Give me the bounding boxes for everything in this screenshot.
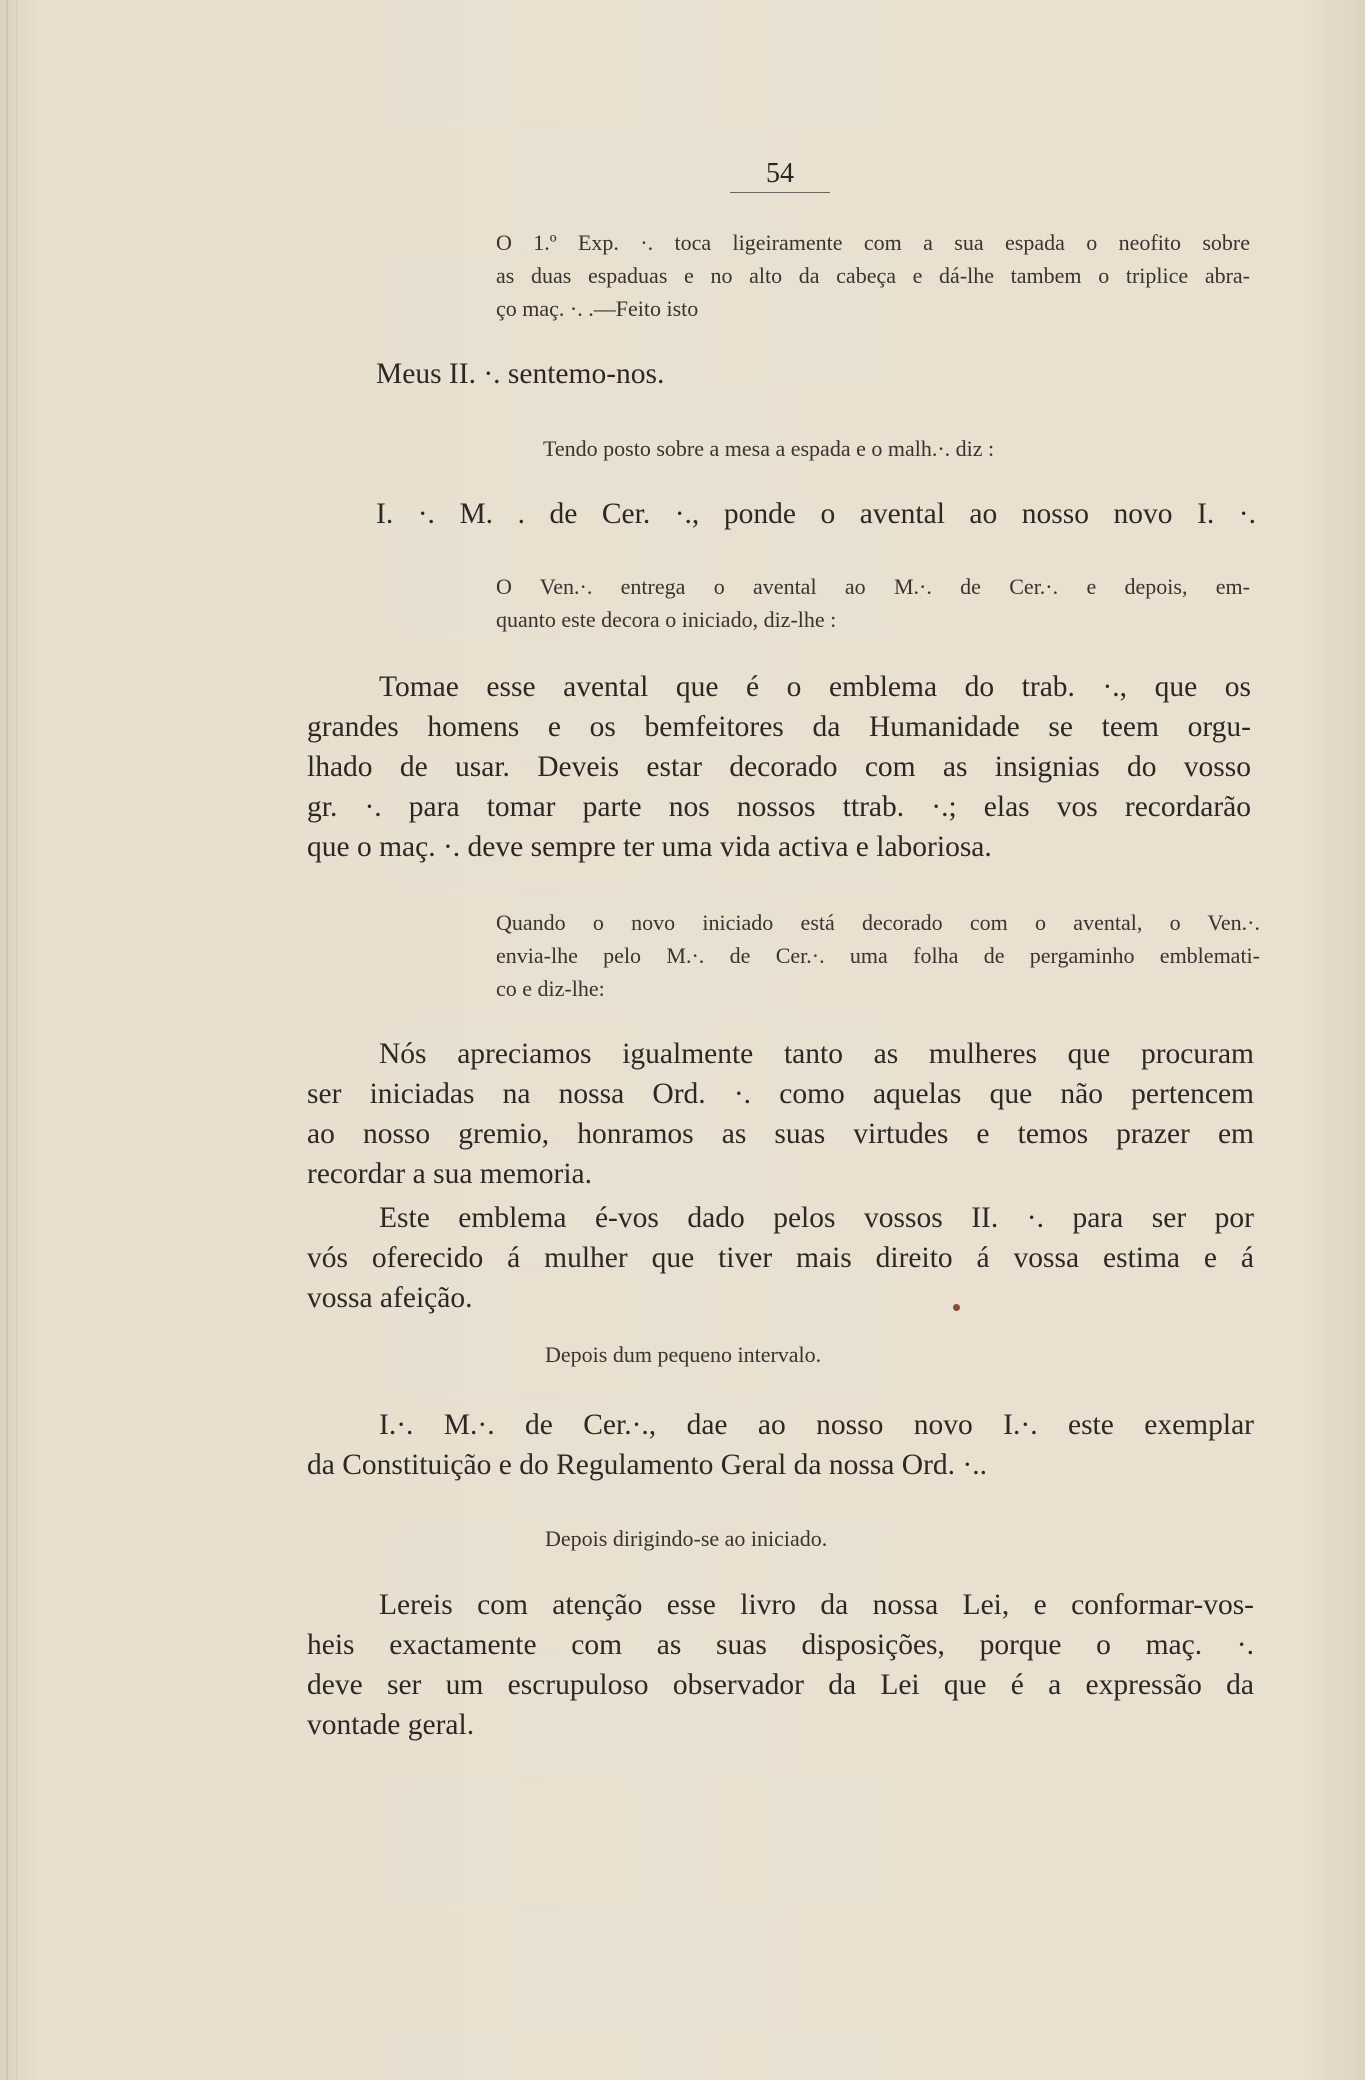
text-line: lhado de usar. Deveis estar decorado com as insignias do vosso [307, 751, 1251, 783]
text-line: ao nosso gremio, honramos as suas virtudes e temos prazer em [307, 1118, 1254, 1150]
text-line: O Ven.·. entrega o avental ao M.·. de Cer.·. e depois, em- [496, 574, 1250, 599]
text-line: vossa afeição. [307, 1282, 473, 1314]
text-line: quanto este decora o iniciado, diz-lhe : [496, 607, 837, 632]
text-line: ço maç. ·. .—Feito isto [496, 296, 699, 321]
text-line: Depois dum pequeno intervalo. [545, 1342, 822, 1367]
text-line: Lereis com atenção esse livro da nossa Lei, e conformar-vos- [379, 1589, 1254, 1621]
text-line: gr. ·. para tomar parte nos nossos ttrab. ·.; elas vos recordarão [307, 791, 1251, 823]
text-line: Nós apreciamos igualmente tanto as mulheres que procuram [379, 1038, 1254, 1070]
speech-4 [307, 1034, 1254, 1194]
page-number: 54 [730, 158, 830, 193]
stage-direction-5 [545, 1338, 1245, 1371]
stage-direction-1 [496, 226, 1250, 325]
text-line: da Constituição e do Regulamento Geral da nossa Ord. ·.. [307, 1449, 987, 1481]
text-line: deve ser um escrupuloso observador da Lei que é a expressão da [307, 1669, 1254, 1701]
text-line: I. ·. M. . de Cer. ·., ponde o avental ao nosso novo I. ·. [376, 498, 1256, 530]
stage-direction-6 [545, 1522, 1245, 1555]
page-edge-inner [16, 0, 17, 2080]
text-line: Tomae esse avental que é o emblema do trab. ·., que os [379, 671, 1251, 703]
text-line: co e diz-lhe: [496, 976, 605, 1001]
text-line: Meus II. ·. sentemo-nos. [376, 358, 665, 390]
text-line: grandes homens e os bemfeitores da Humanidade se teem orgu- [307, 711, 1251, 743]
stage-direction-2 [543, 432, 1263, 465]
text-line: Quando o novo iniciado está decorado com o avental, o Ven.·. [496, 910, 1260, 935]
text-line: I.·. M.·. de Cer.·., dae ao nosso novo I.·. este exemplar [379, 1409, 1254, 1441]
text-line: recordar a sua memoria. [307, 1158, 593, 1190]
text-line: Depois dirigindo-se ao iniciado. [545, 1526, 828, 1551]
speech-6 [307, 1405, 1254, 1485]
speech-5 [307, 1198, 1254, 1318]
text-line: envia-lhe pelo M.·. de Cer.·. uma folha de pergaminho emblemati- [496, 943, 1260, 968]
text-line: que o maç. ·. deve sempre ter uma vida activa e laboriosa. [307, 831, 992, 863]
text-line: O 1.º Exp. ·. toca ligeiramente com a sua espada o neofito sobre [496, 230, 1250, 255]
text-line: vontade geral. [307, 1709, 475, 1741]
speech-3 [307, 667, 1251, 867]
text-line: vós oferecido á mulher que tiver mais direito á vossa estima e á [307, 1242, 1254, 1274]
text-line: Este emblema é-vos dado pelos vossos II. ·. para ser por [379, 1202, 1254, 1234]
speech-1 [376, 354, 1276, 394]
stage-direction-4 [496, 906, 1260, 1005]
speech-7 [307, 1585, 1254, 1745]
text-line: ser iniciadas na nossa Ord. ·. como aquelas que não pertencem [307, 1078, 1254, 1110]
speech-2 [376, 494, 1256, 534]
page-edge [6, 0, 8, 2080]
text-line: as duas espaduas e no alto da cabeça e dá-lhe tambem o triplice abra- [496, 263, 1250, 288]
text-line: Tendo posto sobre a mesa a espada e o malh.·. diz : [543, 436, 995, 461]
text-line: heis exactamente com as suas disposições, porque o maç. ·. [307, 1629, 1254, 1661]
ink-speck [953, 1304, 960, 1311]
stage-direction-3 [496, 570, 1250, 636]
